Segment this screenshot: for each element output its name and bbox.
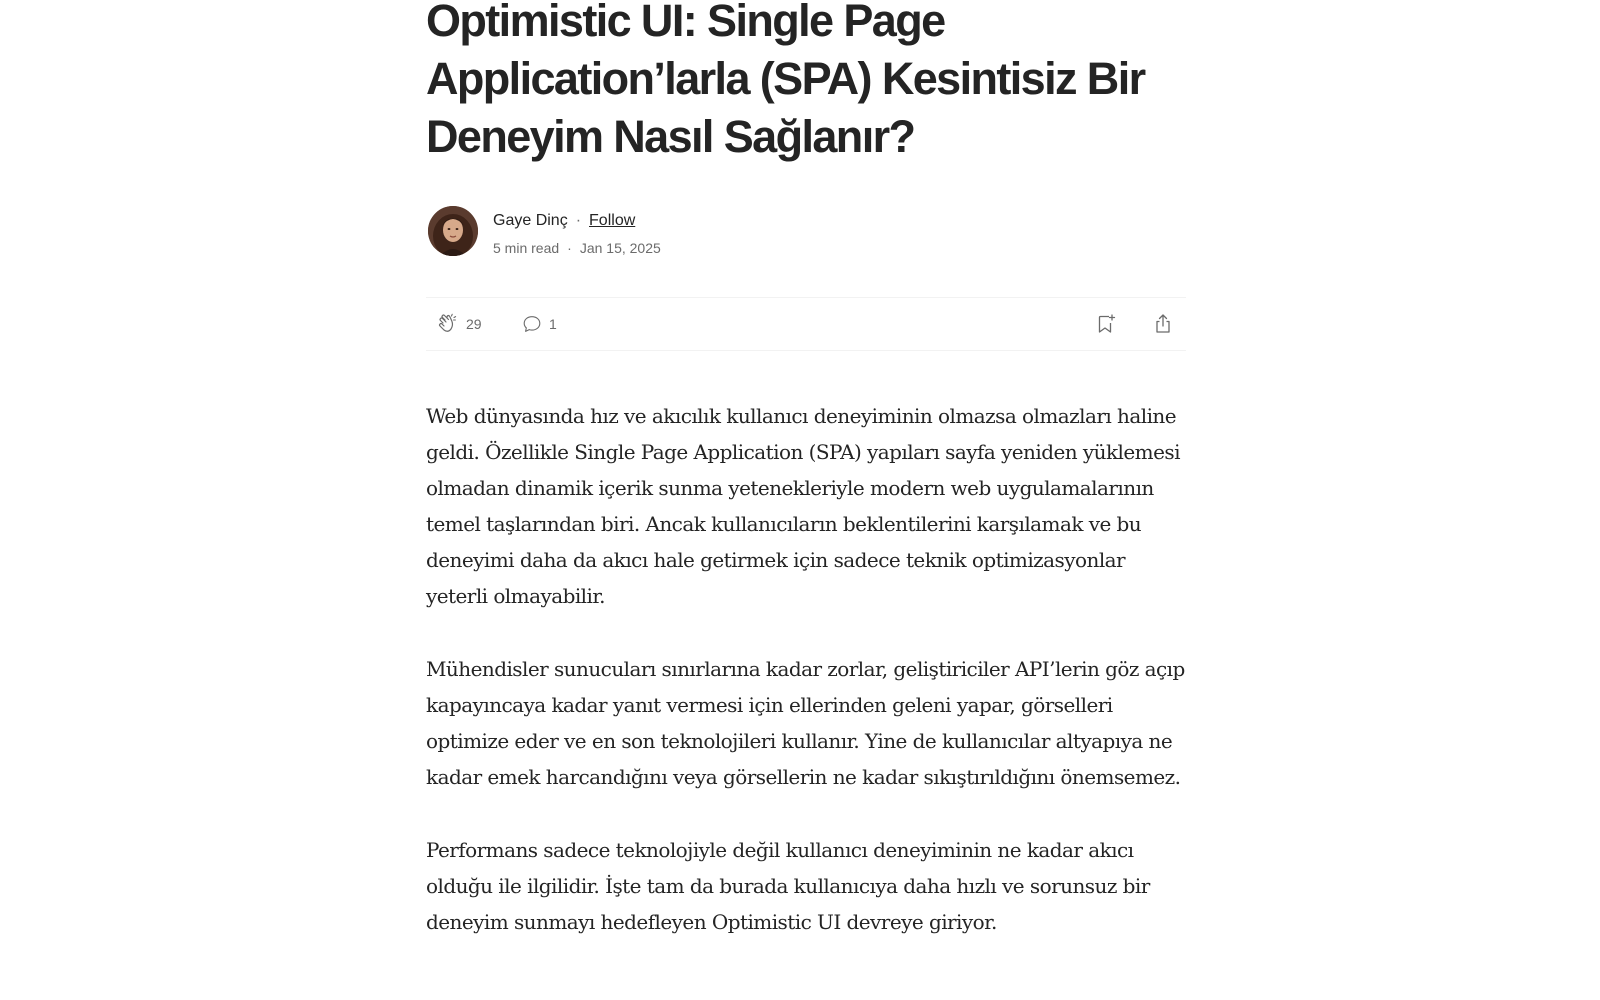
save-button[interactable]: [1094, 311, 1118, 337]
read-time: 5 min read: [493, 240, 560, 256]
bookmark-add-icon: [1094, 312, 1118, 336]
share-button[interactable]: [1151, 311, 1175, 337]
follow-link[interactable]: Follow: [589, 212, 636, 229]
paragraph: Web dünyasında hız ve akıcılık kullanıcı deneyiminin olmazsa olmazları haline geldi. Özellikle Single Page Application (SPA) yapıları sayfa yeniden yüklemesi olmadan dinamik içerik sunma yetenekleriyle modern web uygulamalarının temel taşlarından biri. Ancak kullanıcıların beklentilerini karşılamak ve bu deneyimi daha da akıcı hale getirmek için sadece teknik optimizasyonlar yeterli olmayabilir.: [426, 404, 1180, 608]
clap-icon: [436, 312, 460, 336]
author-line: [493, 210, 635, 232]
article-meta: [493, 238, 661, 258]
publish-date: Jan 15, 2025: [579, 240, 661, 256]
author-byline: [426, 206, 1186, 256]
author-avatar[interactable]: [428, 206, 478, 256]
paragraph: Mühendisler sunucuları sınırlarına kadar zorlar, geliştiriciler API’lerin göz açıp kapayıncaya kadar yanıt vermesi için ellerinden geleni yapar, görselleri optimize eder ve en son teknolojileri kullanır. Yine de kullanıcılar altyapıya ne kadar emek harcandığını veya görsellerin ne kadar sıkıştırıldığını önemsemez.: [426, 657, 1185, 789]
clap-count: 29: [466, 316, 482, 332]
author-avatar-photo: [428, 206, 478, 256]
author-name[interactable]: Gaye Dinç: [493, 212, 568, 229]
responses-button[interactable]: [521, 311, 557, 337]
share-icon: [1151, 312, 1175, 336]
article-action-bar: [426, 297, 1186, 351]
clap-button[interactable]: [436, 311, 482, 337]
article-title: Optimistic UI: Single Page Application’larla (SPA) Kesintisiz Bir Deneyim Nasıl Sağlanır?: [426, 0, 1145, 162]
article-body: [426, 398, 1186, 977]
separator-dot: ·: [567, 240, 572, 256]
separator-dot: ·: [575, 212, 582, 229]
paragraph: Performans sadece teknolojiyle değil kullanıcı deneyiminin ne kadar akıcı olduğu ile ilgilidir. İşte tam da burada kullanıcıya daha hızlı ve sorunsuz bir deneyim sunmayı hedefleyen Optimistic UI devreye giriyor.: [426, 838, 1150, 934]
speech-bubble-icon: [521, 313, 543, 335]
response-count: 1: [549, 316, 557, 332]
